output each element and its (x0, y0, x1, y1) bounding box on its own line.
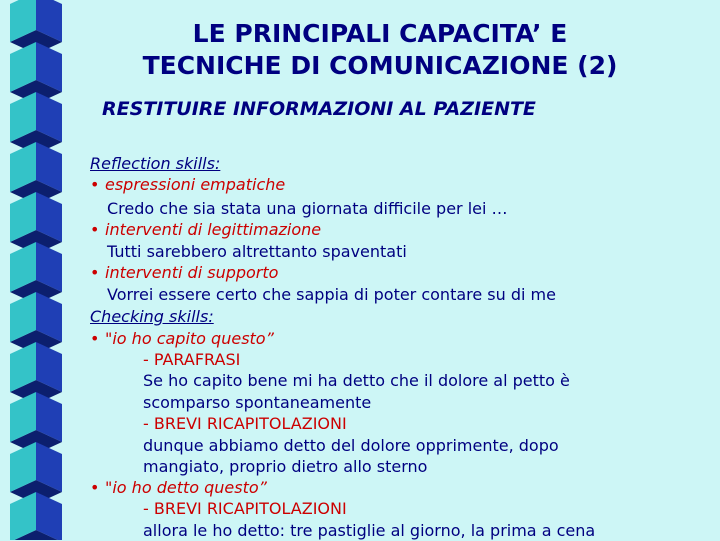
checking-heading: Checking skills: (90, 307, 214, 326)
bullet-said: • "io ho detto questo” (90, 478, 267, 497)
technique-recap-2: - BREVI RICAPITOLAZIONI (143, 499, 347, 518)
reflection-heading: Reflection skills: (90, 154, 221, 173)
bullet-legitimation: • interventi di legittimazione (90, 220, 322, 239)
bullet-empathic: • espressioni empatiche (90, 175, 286, 194)
technique-recap-1: - BREVI RICAPITOLAZIONI (143, 414, 347, 433)
title-line-2: TECNICHE DI COMUNICAZIONE (2) (142, 51, 618, 80)
example-paraphrase-1: Se ho capito bene mi ha detto che il dolore al petto è (143, 371, 570, 390)
technique-paraphrase: - PARAFRASI (143, 350, 241, 369)
example-recap-1b: mangiato, proprio dietro allo sterno (143, 457, 428, 476)
bullet-support: • interventi di supporto (90, 263, 279, 282)
example-support: Vorrei essere certo che sappia di poter contare su di me (107, 285, 556, 304)
example-paraphrase-2: scomparso spontaneamente (143, 393, 372, 412)
bullet-label: "io ho capito questo” (105, 329, 274, 348)
bullet-label: espressioni empatiche (105, 175, 286, 194)
slide-title (60, 18, 700, 82)
example-empathic: Credo che sia stata una giornata difficile per lei … (107, 199, 508, 218)
example-legitimation: Tutti sarebbero altrettanto spaventati (107, 242, 407, 261)
bullet-label: interventi di legittimazione (105, 220, 322, 239)
example-recap-1a: dunque abbiamo detto del dolore opprimente, dopo (143, 436, 559, 455)
example-recap-2: allora le ho detto: tre pastiglie al giorno, la prima a cena (143, 521, 596, 540)
slide-subtitle: RESTITUIRE INFORMAZIONI AL PAZIENTE (102, 98, 536, 120)
title-line-1: LE PRINCIPALI CAPACITA’ E (192, 19, 568, 48)
bullet-understood: • "io ho capito questo” (90, 329, 274, 348)
bullet-label: "io ho detto questo” (105, 478, 267, 497)
bullet-label: interventi di supporto (105, 263, 279, 282)
